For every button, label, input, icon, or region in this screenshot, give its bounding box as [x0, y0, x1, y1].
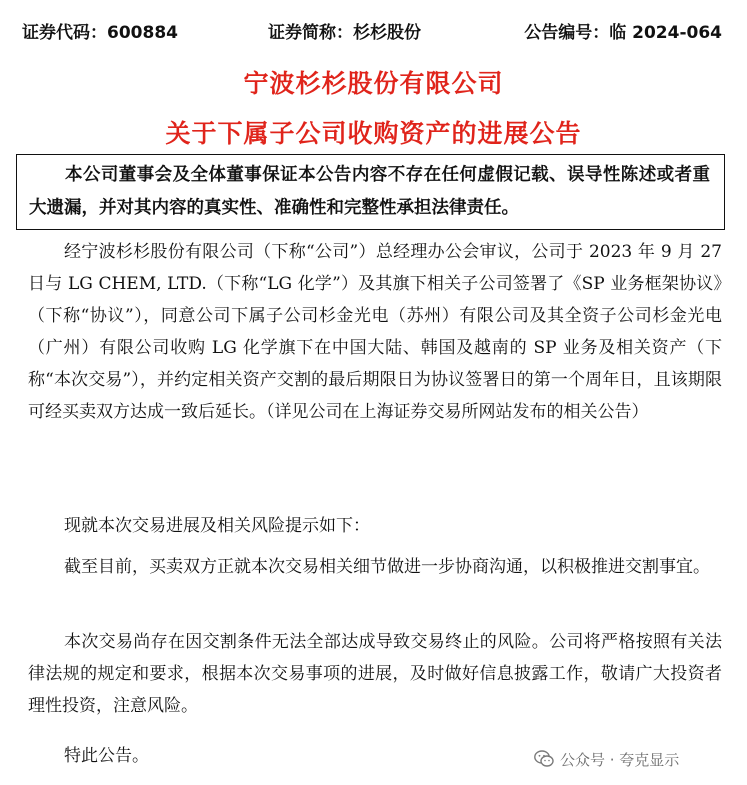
announcement-title: 关于下属子公司收购资产的进展公告 [165, 119, 582, 148]
stock-abbreviation: 证券简称：杉杉股份 [268, 23, 421, 43]
paragraph-intro: 现就本次交易进展及相关风险提示如下： [64, 516, 370, 536]
watermark [534, 748, 679, 770]
watermark-text: 公众号 · 夸克显示 [560, 750, 680, 769]
paragraph-background: 经宁波杉杉股份有限公司（下称“公司”）总经理办公会审议，公司于 2023 年 9 月 27 日与 LG CHEM, LTD.（下称“LG 化学”）及其旗下相关子公司签署了《SP 业务框架协议》（下称“协议”），同意公司下属子公司杉金光电（苏州）有限公司及其全资子公司杉金光电（广州）有限公司收购 LG 化学旗下在中国大陆、韩国及越南的 SP 业务及相关资产（下称“本次交易”），并约定相关资产交割的最后期限日为协议签署日的第一个周年日，且该期限可经买卖双方达成一致后延长。（详见公司在上海证券交易所网站发布的相关公告） [28, 242, 722, 422]
company-title: 宁波杉杉股份有限公司 [243, 69, 504, 98]
paragraph-closing: 特此公告。 [64, 746, 149, 766]
paragraph-progress: 截至目前，买卖双方正就本次交易相关细节做进一步协商沟通，以积极推进交割事宜。 [64, 557, 710, 577]
paragraph-risk: 本次交易尚存在因交割条件无法全部达成导致交易终止的风险。公司将严格按照有关法律法规的规定和要求，根据本次交易事项的进展，及时做好信息披露工作，敬请广大投资者理性投资，注意风险。 [28, 632, 722, 716]
notice-number: 公告编号：临 2024-064 [524, 23, 722, 43]
stock-code: 证券代码：600884 [22, 23, 178, 43]
disclaimer-box: 本公司董事会及全体董事保证本公告内容不存在任何虚假记载、误导性陈述或者重大遗漏，并对其内容的真实性、准确性和完整性承担法律责任。 [16, 154, 725, 230]
wechat-icon [534, 750, 554, 768]
header-line [22, 18, 722, 44]
